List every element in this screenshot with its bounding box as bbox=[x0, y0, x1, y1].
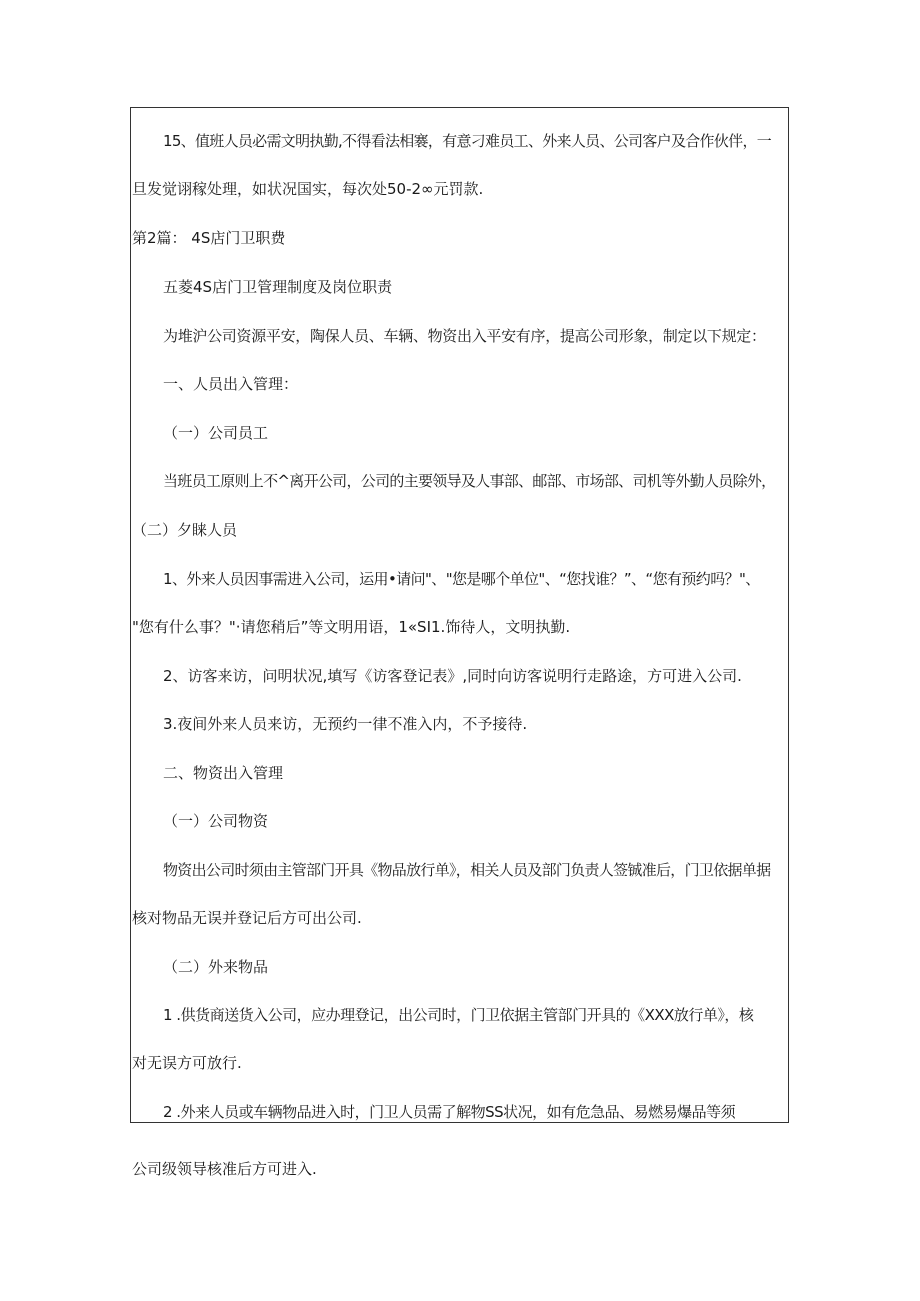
rule-15-line-1: 15、值班人员必需文明执勤,不得看法相褰，有意刁难员工、外来人员、公司客户及合作伙伴，一 bbox=[163, 132, 772, 150]
materials-paragraph-line-1: 物资出公司时须由主管部门开具《物品放行单》，相关人员及部门负责人签铖准后，门卫依据单据 bbox=[163, 861, 771, 879]
subheading-external-goods: （二）外来物品 bbox=[163, 958, 269, 976]
section-heading: 第2篇： 4S店门卫职费 bbox=[132, 229, 286, 247]
subheading-company-materials: （一）公司物资 bbox=[163, 812, 269, 830]
visitor-rule-2: 2、访客来访，问明状况,填写《访客登记表》,同时向访客说明行走路途，方可进入公司. bbox=[163, 667, 742, 685]
materials-paragraph-line-2: 核对物品无误并登记后方可出公司. bbox=[132, 909, 362, 927]
rule-15-line-2: 旦发觉诩稼处理，如状况国实，每次处50-2∞元罚款. bbox=[132, 180, 484, 198]
staff-paragraph: 当班员工原则上不^离开公司，公司的主要领导及人事部、邮部、市场部、司机等外勤人员除外， bbox=[163, 472, 776, 490]
heading-materials-management: 二、物资出入管理 bbox=[163, 764, 284, 782]
goods-rule-2-line-1: 2 .外来人员或车辆物品进入时，门卫人员需了解物SS状况，如有危急品、易燃易爆品等须 bbox=[163, 1103, 736, 1121]
goods-rule-1-line-2: 对无误方可放行. bbox=[132, 1054, 242, 1072]
visitor-rule-3: 3.夜间外来人员来访，无预约一律不准入内，不予接待. bbox=[163, 715, 528, 733]
goods-rule-1-line-1: 1 .供货商送货入公司，应办理登记，出公司时，门卫依据主管部门开具的《XXX放行单》，核 bbox=[163, 1006, 754, 1024]
subheading-visitors: （二）夕睐人员 bbox=[132, 521, 238, 539]
heading-personnel-management: 一、人员出入管理： bbox=[163, 375, 299, 393]
goods-rule-2-line-2: 公司级领导核准后方可进入. bbox=[132, 1160, 317, 1178]
document-title: 五菱4S店门卫管理制度及岗位职责 bbox=[163, 278, 393, 296]
subheading-company-staff: （一）公司员工 bbox=[163, 424, 269, 442]
visitor-rule-1-line-1: 1、外来人员因事需进入公司，运用•请问"、"您是哪个单位"、“您找谁？”、“您有预约吗？"、 bbox=[163, 570, 760, 588]
intro-paragraph: 为堆沪公司资源平安，陶保人员、车辆、物资出入平安有序，提高公司形象，制定以下规定： bbox=[163, 327, 766, 345]
visitor-rule-1-line-2: "您有什么事？"·请您稍后”等文明用语，1«SI1.饰待人，文明执勤. bbox=[132, 618, 571, 636]
